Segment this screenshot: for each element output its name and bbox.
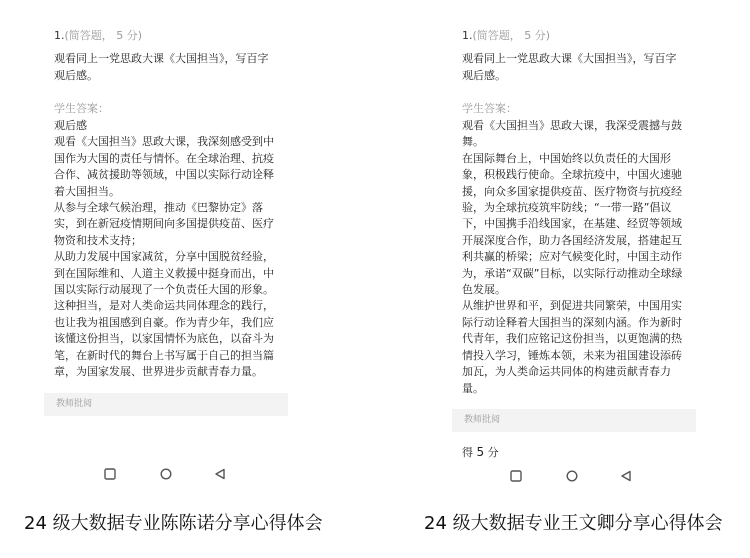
answer-label: 学生答案： [462, 102, 517, 115]
question-meta: (简答题， 5 分) [64, 29, 143, 42]
answer-paragraph: 观看《大国担当》思政大课，我深刻感受到中国作为大国的责任与情怀。在全球治理、抗疫合作、减贫援助等领域，中国以实际行动诠释着大国担当。 [54, 135, 274, 198]
answer-paragraph: 观后感 [54, 119, 87, 132]
answer-label: 学生答案： [54, 102, 109, 115]
circle-icon[interactable] [156, 464, 176, 484]
answer-paragraph: 这种担当，是对人类命运共同体理念的践行，也让我为祖国感到自豪。作为青少年，我们应该懂这份担当，以家国情怀为底色，以奋斗为笔，在新时代的舞台上书写属于自己的担当篇章，为国家发展、世界进步贡献青春力量。 [54, 299, 274, 379]
answer-paragraph: 观看《大国担当》思政大课，我深受震撼与鼓舞。 [462, 119, 682, 149]
android-nav-bar [100, 464, 260, 484]
teacher-review-bar[interactable]: 教师批阅 [452, 409, 696, 432]
question-header [54, 28, 310, 44]
answer-paragraph: 在国际舞台上，中国始终以负责任的大国形象，积极践行使命。全球抗疫中，中国火速驰援，向众多国家提供疫苗、医疗物资与抗疫经验，为全球抗疫筑牢防线；“一带一路”倡议下，中国携手沿线国家，在基建、经贸等领域开展深度合作，助力各国经济发展，搭建起互利共赢的桥梁；应对气候变化时，中国主动作为，承诺“双碳”目标，以实际行动推动全球绿色发展。 [462, 151, 683, 297]
question-prompt: 观看同上一党思政大课《大国担当》，写百字观后感。 [54, 52, 269, 82]
answer-paragraph: 从维护世界和平，到促进共同繁荣，中国用实际行动诠释着大国担当的深刻内涵。作为新时代青年，我们应铭记这份担当，以更饱满的热情投入学习，锤炼本领，未来为祖国建设添砖加瓦，为人类命运共同体的构建贡献青春力量。 [462, 299, 682, 395]
score-suffix: 分 [487, 445, 499, 459]
score-value: 5 [476, 444, 485, 459]
answer-paragraph: 从参与全球气候治理，推动《巴黎协定》落实，到在新冠疫情期间向多国提供疫苗、医疗物资和技术支持； [54, 201, 274, 247]
android-nav-bar [506, 466, 666, 486]
student-answer [462, 118, 690, 397]
question-prompt: 观看同上一党思政大课《大国担当》，写百字观后感。 [462, 52, 677, 82]
score-line [462, 444, 718, 460]
question-header [462, 28, 718, 44]
left-caption: 24 级大数据专业陈陈诺分享心得体会 [24, 513, 323, 534]
question-number: 1. [462, 29, 473, 42]
student-answer [54, 118, 282, 381]
teacher-review-bar[interactable]: 教师批阅 [44, 393, 288, 416]
square-icon[interactable] [100, 464, 120, 484]
right-caption: 24 级大数据专业王文卿分享心得体会 [424, 513, 723, 534]
circle-icon[interactable] [562, 466, 582, 486]
question-meta: (简答题， 5 分) [472, 29, 551, 42]
score-prefix: 得 [462, 445, 473, 459]
back-triangle-icon[interactable] [616, 466, 636, 486]
square-icon[interactable] [506, 466, 526, 486]
question-number: 1. [54, 29, 65, 42]
right-answer-screen [448, 28, 718, 460]
answer-paragraph: 从助力发展中国家减贫，分享中国脱贫经验，到在国际维和、人道主义救援中挺身而出，中国以实际行动展现了一个负责任大国的形象。 [54, 250, 274, 297]
left-answer-screen [40, 28, 310, 416]
back-triangle-icon[interactable] [210, 464, 230, 484]
